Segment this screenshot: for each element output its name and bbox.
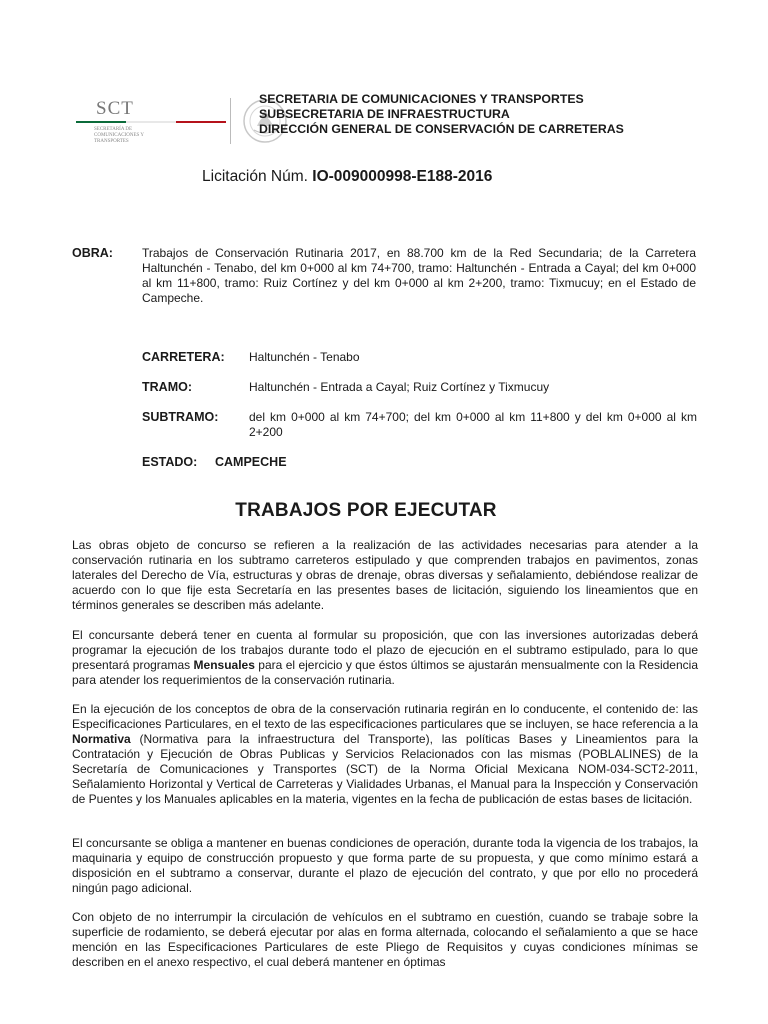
subtramo-value: del km 0+000 al km 74+700; del km 0+000 al km 11+800 y del km 0+000 al km 2+200	[249, 410, 697, 439]
header-line-1: SECRETARIA DE COMUNICACIONES Y TRANSPORTES	[259, 92, 584, 106]
obra-label: OBRA:	[72, 246, 113, 260]
paragraph-2	[72, 628, 698, 688]
agency-header	[259, 92, 679, 137]
paragraph-3	[72, 702, 698, 807]
paragraph-3-part-2: (Normativa para la infraestructura del Transporte), las políticas Bases y Lineamientos para la Contratación y Ejecución de Obras Publicas y Servicios Relacionados con las mismas (POBLALINES) de la Secretaría de Comunicaciones y Transportes (SCT) de la Norma Oficial Mexicana NOM-034-SCT2-2011, Señalamiento Horizontal y Vertical de Carreteras y Vialidades Urbanas, el Manual para la Inspección y Conservación de Puentes y los Manuales aplicables en la materia, vigentes en la fecha de publicación de estas bases de licitación.	[72, 732, 698, 806]
paragraph-5: Con objeto de no interrumpir la circulación de vehículos en el subtramo en cuestión, cuando se trabaje sobre la superficie de rodamiento, se deberá ejecutar por alas en forma alternada, colocando el señalamiento a que se hace mención en las Especificaciones Particulares de este Pliego de Requisitos y cuyas condiciones mínimas se describen en el anexo respectivo, el cual deberá mantener en óptimas	[72, 910, 698, 969]
paragraph-3-emphasis: Normativa	[72, 732, 131, 746]
logo-divider	[230, 98, 231, 144]
header-line-2: SUBSECRETARIA DE INFRAESTRUCTURA	[259, 107, 510, 121]
tramo-label: TRAMO:	[142, 380, 192, 394]
estado-label: ESTADO:	[142, 455, 198, 469]
paragraph-2-emphasis: Mensuales	[193, 658, 255, 672]
obra-description: Trabajos de Conservación Rutinaria 2017, en 88.700 km de la Red Secundaria; de la Carretera Haltunchén - Tenabo, del km 0+000 al km 74+700, tramo: Haltunchén - Entrada a Cayal; del km 0+000 al km 11+800, tramo: Ruiz Cortínez y del km 0+000 al km 2+200, tramo: Tixmucuy; en el Estado de Campeche.	[142, 246, 696, 305]
header-line-3: DIRECCIÓN GENERAL DE CONSERVACIÓN DE CARRETERAS	[259, 122, 624, 136]
sct-acronym: SCT	[96, 98, 134, 119]
sct-logo-subtitle: SECRETARÍA DE COMUNICACIONES Y TRANSPORTES	[94, 127, 144, 144]
estado-value: CAMPECHE	[215, 455, 287, 469]
tramo-value: Haltunchén - Entrada a Cayal; Ruiz Cortínez y Tixmucuy	[249, 380, 550, 394]
tender-number	[202, 168, 492, 186]
flag-stripe	[76, 121, 226, 123]
tender-id: IO-009000998-E188-2016	[312, 168, 493, 185]
sct-logo	[72, 92, 262, 152]
section-title: TRABAJOS POR EJECUTAR	[235, 500, 497, 521]
paragraph-4: El concursante se obliga a mantener en buenas condiciones de operación, durante toda la vigencia de los trabajos, la maquinaria y equipo de construcción propuesto y que forma parte de su propuesta, y que como mínimo estará a disposición en el subtramo a conservar, durante el plazo de ejecución del contrato, y que por ello no procederá ningún pago adicional.	[72, 836, 698, 895]
paragraph-2-part-1: El concursante deberá tener en cuenta al formular su proposición, que con las inversiones autorizadas deberá programar la ejecución de los trabajos durante todo el plazo de ejecución en el subtramo estipulado, para lo que presentará programas	[72, 628, 698, 672]
tender-label: Licitación Núm.	[202, 168, 308, 185]
carretera-label: CARRETERA:	[142, 350, 225, 364]
paragraph-2-part-2: para el ejercicio y que éstos últimos se ajustarán mensualmente con la Residencia para atender los requerimientos de la conservación rutinaria.	[72, 658, 698, 687]
paragraph-3-part-1: En la ejecución de los conceptos de obra de la conservación rutinaria regirán en lo conducente, el contenido de: las Especificaciones Particulares, en el texto de las especificaciones particulares que se incluyen, se hace referencia a la	[72, 702, 698, 731]
paragraph-1: Las obras objeto de concurso se refieren a la realización de las actividades necesarias para atender a la conservación rutinaria en los subtramo carreteros estipulado y que comprenden trabajos en pavimentos, zonas laterales del Derecho de Vía, estructuras y obras de drenaje, obras diversas y señalamiento, debiéndose realizar de acuerdo con lo que fije esta Secretaría en las presentes bases de licitación, siguiendo los lineamientos que en términos generales se describen más adelante.	[72, 538, 698, 612]
carretera-value: Haltunchén - Tenabo	[249, 350, 360, 364]
subtramo-label: SUBTRAMO:	[142, 410, 219, 424]
